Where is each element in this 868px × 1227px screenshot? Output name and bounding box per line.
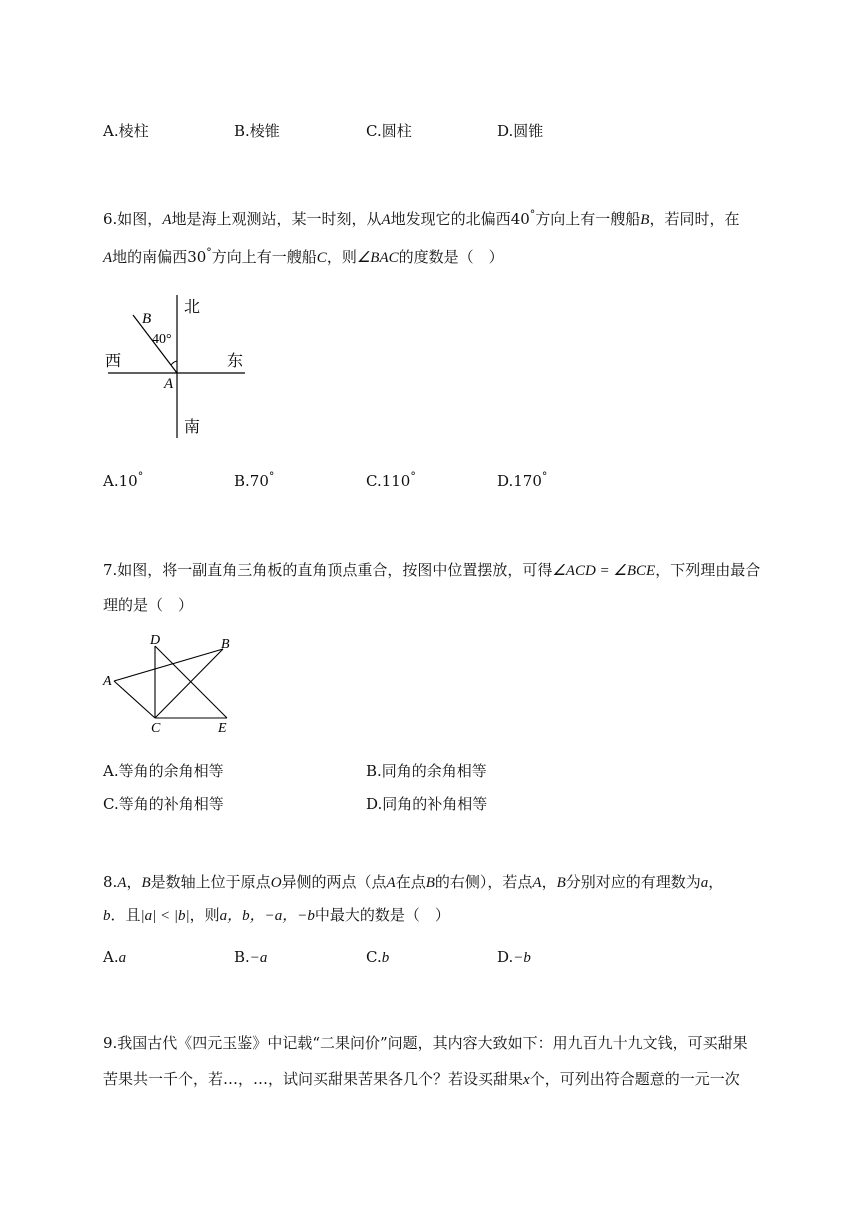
degree-symbol: °	[137, 470, 144, 483]
q8-option-c[interactable]	[366, 948, 389, 967]
var-a: A	[532, 875, 542, 891]
point-a-label: A	[103, 674, 112, 689]
angle-value: 30	[187, 248, 207, 266]
q9-question-line-2	[103, 1068, 740, 1089]
angle-equation: ∠ACD = ∠BCE	[552, 563, 656, 579]
angle-expression: ∠BAC	[356, 250, 399, 266]
option-prefix: A.	[103, 948, 119, 966]
north-label: 北	[184, 299, 201, 316]
q8-question-line-1	[103, 871, 723, 892]
degree-symbol: °	[529, 208, 536, 221]
option-value: a	[118, 950, 127, 966]
point-b-label: B	[142, 311, 152, 327]
option-value: b	[381, 950, 390, 966]
q5-option-c[interactable]: C.圆柱	[366, 122, 412, 140]
text: 地发现它的北偏西	[390, 210, 511, 228]
option-prefix: D.	[497, 948, 514, 966]
option-value: 110	[381, 472, 411, 490]
degree-symbol: °	[268, 470, 275, 483]
text: ，	[708, 873, 724, 891]
var-b: B	[141, 875, 151, 891]
text: 是数轴上位于原点	[150, 873, 271, 891]
text: ，则	[189, 906, 220, 924]
text: 方向上有一艘船	[211, 248, 317, 266]
option-value: −a	[249, 950, 268, 966]
var-b: B	[425, 875, 435, 891]
text: 地的南偏西	[112, 248, 188, 266]
var-a-lower: a	[700, 875, 709, 891]
angle-value: 40	[510, 210, 530, 228]
option-prefix: B.	[234, 472, 250, 490]
text: ．且	[110, 906, 141, 924]
option-value: 10	[118, 472, 138, 490]
text: ，	[126, 873, 142, 891]
q7-option-a[interactable]: A.等角的余角相等	[103, 762, 224, 780]
angle-arc	[171, 361, 177, 365]
point-a-label: A	[164, 376, 174, 392]
q7-option-b[interactable]: B.同角的余角相等	[366, 762, 487, 780]
option-value: 170	[513, 472, 542, 490]
text: 异侧的两点（点	[281, 873, 387, 891]
text: ，若同时，在	[649, 210, 740, 228]
q6-option-b[interactable]	[234, 470, 274, 490]
text: ，下列理由最合	[655, 561, 761, 579]
option-value: 70	[249, 472, 269, 490]
text: 苦果共一千个，若…，…，试问买甜果苦果各几个？若设买甜果	[103, 1070, 524, 1088]
q7-triangles-figure	[100, 632, 250, 737]
q8-question-line-2	[103, 904, 450, 925]
var-a: A	[162, 212, 172, 228]
segment-ac	[114, 681, 155, 718]
east-label: 东	[227, 353, 244, 370]
text: 分别对应的有理数为	[565, 873, 701, 891]
q7-question-line-1	[103, 559, 760, 580]
degree-symbol: °	[206, 246, 212, 259]
var-b: B	[640, 212, 650, 228]
q6-option-a[interactable]	[103, 470, 143, 490]
q6-question-line-2	[103, 246, 504, 267]
q8-option-a[interactable]	[103, 948, 126, 967]
var-b: B	[556, 875, 566, 891]
text: 中最大的数是（ ）	[314, 906, 450, 924]
value-list: a，b，−a，−b	[219, 908, 315, 924]
var-c: C	[316, 250, 327, 266]
q6-option-c[interactable]	[366, 470, 416, 490]
text: 地是海上观测站，某一时刻，从	[171, 210, 382, 228]
inequality: |a| < |b|	[140, 908, 190, 924]
q6-option-d[interactable]	[497, 470, 547, 490]
var-a: A	[381, 212, 391, 228]
q8-option-d[interactable]	[497, 948, 531, 967]
point-d-label: D	[150, 633, 161, 648]
point-c-label: C	[151, 721, 161, 736]
text: ，	[541, 873, 557, 891]
option-value: −b	[513, 950, 531, 966]
option-prefix: D.	[497, 472, 514, 490]
q9-question-line-1: 9.我国古代《四元玉鉴》中记载“二果问价”问题，其内容大致如下：用九百九十九文钱，可买甜果	[103, 1034, 748, 1052]
q5-option-d[interactable]: D.圆锥	[497, 122, 544, 140]
text: 8.	[103, 873, 118, 891]
q6-question-line-1	[103, 208, 739, 229]
q5-option-b[interactable]: B.棱锥	[234, 122, 280, 140]
q6-compass-figure	[100, 290, 260, 440]
text: 的度数是（ ）	[398, 248, 504, 266]
point-e-label: E	[218, 721, 227, 736]
var-b-lower: b	[103, 908, 111, 924]
text: 在点	[395, 873, 426, 891]
text: 个，可列出符合题意的一元一次	[529, 1070, 740, 1088]
degree-symbol: °	[541, 470, 548, 483]
angle-40-label: 40°	[152, 332, 172, 347]
q5-option-a[interactable]: A.棱柱	[103, 122, 149, 140]
q7-option-d[interactable]: D.同角的补角相等	[366, 795, 488, 813]
var-x: x	[523, 1072, 530, 1088]
q7-question-line-2: 理的是（ ）	[103, 596, 194, 614]
var-a: A	[103, 250, 113, 266]
q7-option-c[interactable]: C.等角的补角相等	[103, 795, 224, 813]
south-label: 南	[184, 419, 201, 436]
text: 6.如图，	[103, 210, 163, 228]
var-a: A	[386, 875, 396, 891]
text: 方向上有一艘船	[535, 210, 641, 228]
degree-symbol: °	[410, 470, 416, 483]
text: 7.如图，将一副直角三角板的直角顶点重合，按图中位置摆放，可得	[103, 561, 553, 579]
option-prefix: B.	[234, 948, 250, 966]
q8-option-b[interactable]	[234, 948, 267, 967]
west-label: 西	[105, 353, 122, 370]
var-o: O	[270, 875, 282, 891]
option-prefix: C.	[366, 472, 382, 490]
point-b-label: B	[221, 637, 230, 652]
text: ，则	[326, 248, 357, 266]
option-prefix: A.	[103, 472, 119, 490]
text: 的右侧），若点	[434, 873, 533, 891]
option-prefix: C.	[366, 948, 382, 966]
var-a: A	[117, 875, 127, 891]
